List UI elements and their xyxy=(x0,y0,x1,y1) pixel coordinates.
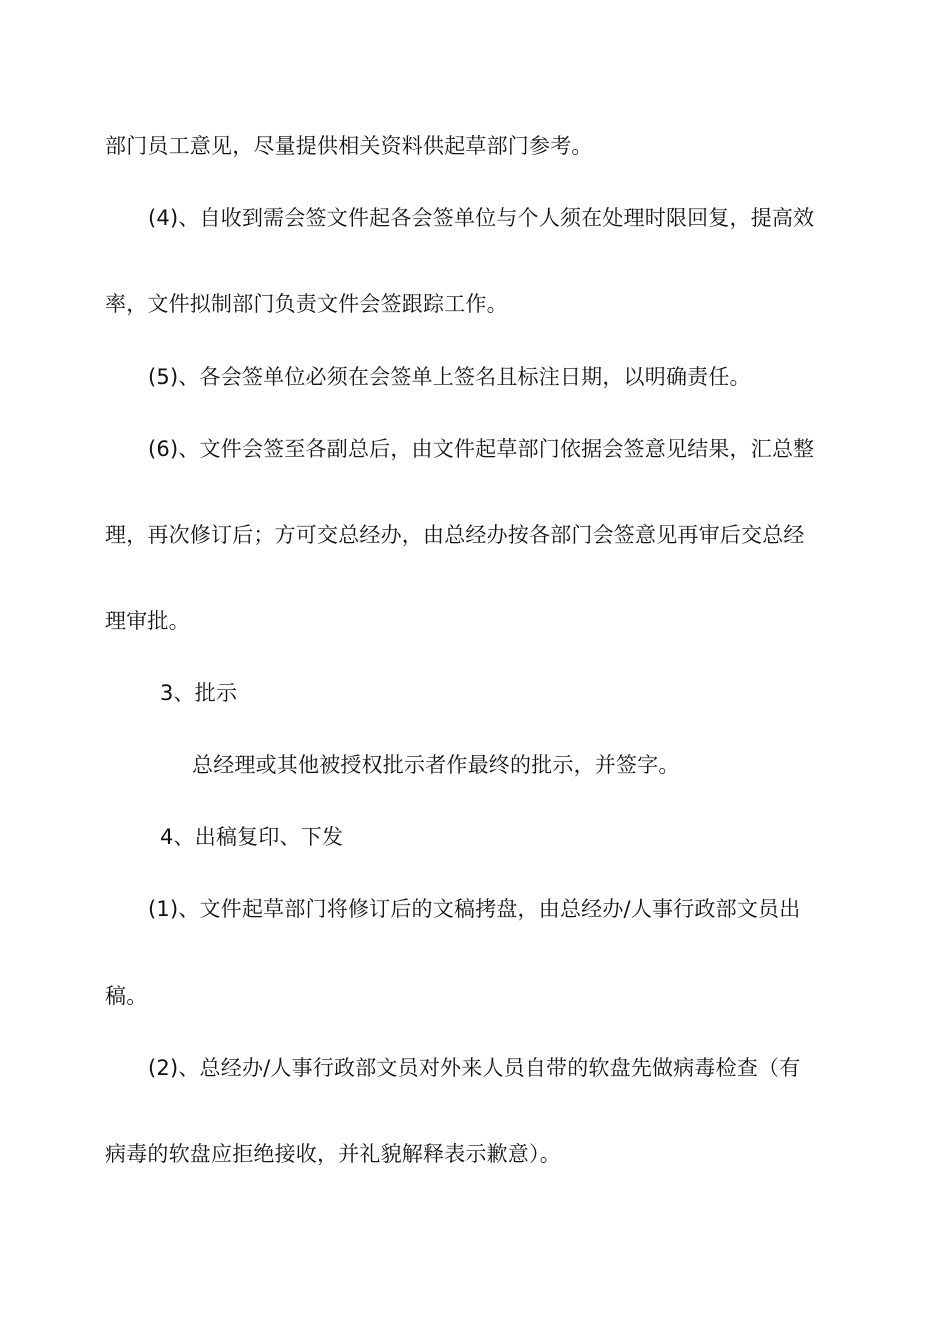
paragraph-line: (2)、总经办/人事行政部文员对外来人员自带的软盘先做病毒检查（有 xyxy=(148,1056,801,1080)
paragraph-line: 病毒的软盘应拒绝接收，并礼貌解释表示歉意）。 xyxy=(105,1142,561,1166)
paragraph-line: 理，再次修订后；方可交总经办，由总经办按各部门会签意见再审后交总经 xyxy=(105,523,805,547)
paragraph-line: (1)、文件起草部门将修订后的文稿拷盘，由总经办/人事行政部文员出 xyxy=(148,897,801,921)
paragraph-line: (6)、文件会签至各副总后，由文件起草部门依据会签意见结果，汇总整 xyxy=(148,437,815,461)
paragraph-line: (4)、自收到需会签文件起各会签单位与个人须在处理时限回复，提高效 xyxy=(148,206,815,230)
paragraph-line: 总经理或其他被授权批示者作最终的批示，并签字。 xyxy=(192,753,680,777)
paragraph-line: 率，文件拟制部门负责文件会签跟踪工作。 xyxy=(105,292,508,316)
section-heading: 3、批示 xyxy=(160,681,238,705)
section-heading: 4、出稿复印、下发 xyxy=(160,825,344,849)
paragraph-line: 理审批。 xyxy=(105,609,190,633)
paragraph-line: 部门员工意见，尽量提供相关资料供起草部门参考。 xyxy=(105,134,593,158)
paragraph-line: (5)、各会签单位必须在会签单上签名且标注日期，以明确责任。 xyxy=(148,365,751,389)
paragraph-line: 稿。 xyxy=(105,984,148,1008)
